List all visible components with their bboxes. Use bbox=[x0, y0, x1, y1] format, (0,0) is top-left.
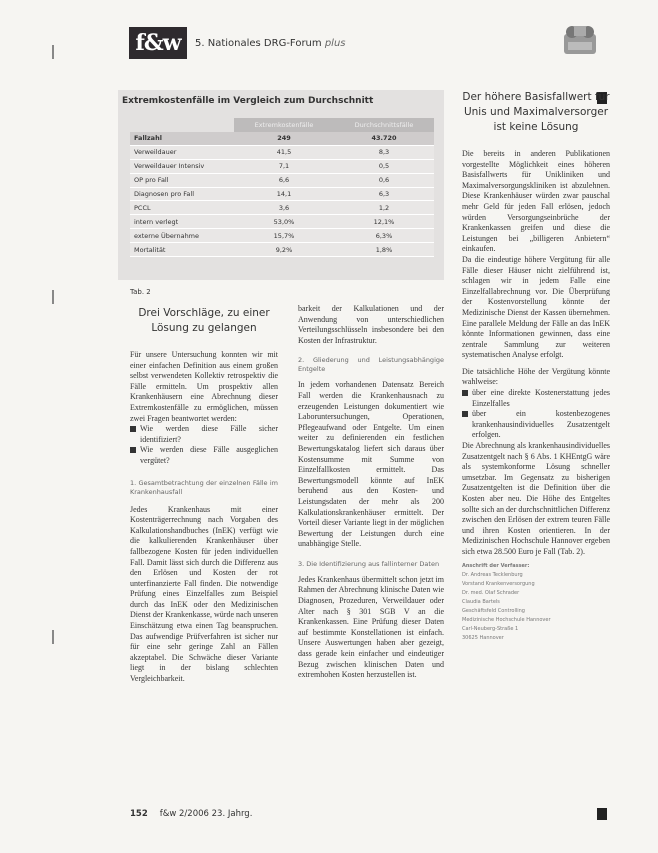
table-row bbox=[130, 145, 434, 159]
row-label: Verweildauer Intensiv bbox=[130, 159, 234, 173]
table-row bbox=[130, 229, 434, 243]
bullet-square-icon bbox=[130, 447, 136, 453]
table-corner bbox=[130, 118, 234, 132]
column-2 bbox=[298, 304, 444, 681]
author-line: Vorstand Krankenversorgung bbox=[462, 580, 535, 587]
table-row bbox=[130, 173, 434, 187]
table-cell: 3,6 bbox=[234, 201, 334, 215]
table-cell: 1,2 bbox=[334, 201, 434, 215]
header-title: 5. Nationales DRG-Forum bbox=[195, 38, 322, 49]
table-cell: 9,2% bbox=[234, 243, 334, 257]
journal-logo: f&w bbox=[129, 27, 187, 59]
authors-title: Anschrift der Verfasser: bbox=[462, 562, 530, 569]
table-row bbox=[130, 215, 434, 229]
column-3 bbox=[462, 90, 610, 643]
paragraph: In jedem vorhandenen Datensatz Bereich Fall werden die Krankenhausnach zu erzeugenden Leistungen dokumentiert wie Laboruntersuchungen, Operationen, Pflegeaufwand oder Entgelte. Um einen weiter zu definierenden ein festlichen Bewertungskatalog liefert sich daraus über Kostensumme mit Summe von Einzelfallkosten ermittelt. Das Bewertungsmodell könnte auf InEK beruhend aus den Kosten- und Leistungsdaten der mehr als 200 Kalkulationskrankenhäuser ermittelt. Der Vorteil dieser Variante liegt in der möglichen Bewertung der Leistungen durch eine unabhängige Stelle. bbox=[298, 380, 444, 549]
crest-icon bbox=[560, 20, 600, 60]
row-label: PCCL bbox=[130, 201, 234, 215]
punch-hole bbox=[52, 630, 54, 644]
table-cell: 249 bbox=[234, 132, 334, 145]
subheading: 2. Gliederung und Leistungsabhängige Entgelte bbox=[298, 356, 444, 374]
paragraph: Da die eindeutige höhere Vergütung für alle Fälle dieser Häuser nicht zielführend ist, schlagen wir in jedem Falle eine Einzelfallabrechnung vor. Die Überprüfung der Kostenvorstellung könnte der Medizinische Dienst der Kassen übernehmen. Eine parallele Meldung der Fälle an das InEK könnte Informationen gewinnen, dass eine zentrale Sammlung zur weiteren systematischen Analyse erfolgt. bbox=[462, 254, 610, 360]
table-cell: 12,1% bbox=[334, 215, 434, 229]
authors-list bbox=[462, 571, 610, 643]
subheading: 3. Die Identifizierung aus fallinterner Daten bbox=[298, 559, 440, 568]
paragraph: Jedes Krankenhaus mit einer Kostenträgerrechnung nach Vorgaben des Kalkulationshandbuches (InEK) verfügt wie die kalkulierenden Krankenhäuser über fallbezogene Kosten für jeden individuellen Fall. Damit lässt sich durch die Differenz aus den Erlösen und Kosten der rot unterfinanzierte Fall finden. Die notwendige Prüfung eines Einzelfalles zum Beispiel durch das InEK oder den Medizinischen Dienst der Krankenkasse, würde nach unseren Einschätzung etwa einen Tag beanspruchen. Das aufwendige Prüfverfahren ist sicher nur für eine sehr geringe Zahl an Fällen akzeptabel. Die Schwäche dieser Variante liegt in der bislang schlechten Vergleichbarkeit. bbox=[130, 504, 278, 684]
table-row bbox=[130, 243, 434, 257]
page-number: 152 bbox=[130, 809, 148, 819]
bullet-item bbox=[462, 388, 610, 409]
row-label: Verweildauer bbox=[130, 145, 234, 159]
issue-info: f&w 2/2006 23. Jahrg. bbox=[159, 809, 253, 819]
table-cell: 6,3% bbox=[334, 229, 434, 243]
bullet-text: Wie werden diese Fälle ausgeglichen vergütet? bbox=[140, 445, 278, 465]
table-cell: 8,3 bbox=[334, 145, 434, 159]
column-header: Durchschnittsfälle bbox=[334, 118, 434, 132]
paragraph: Die bereits in anderen Publikationen vorgestellte Möglichkeit eines höheren Basisfallwerts für Unikliniken und Maximalversorgungskliniken ist abzulehnen. Diese Krankenhäuser würden zwar pauschal mehr Geld für jeden Fall erlösen, jedoch würden Versorgungseinbrüche der Krankenkassen greifen und diese die Leistungen bei „billigeren Anbietern“ einkaufen. bbox=[462, 149, 610, 254]
table-cell: 43.720 bbox=[334, 132, 434, 145]
page-footer bbox=[130, 809, 252, 819]
author-line: Claudia Bartels bbox=[462, 598, 500, 605]
bullet-text: über eine direkte Kostenerstattung jedes Einzelfalles bbox=[472, 388, 610, 408]
subheading: 1. Gesamtbetrachtung der einzelnen Fälle im Krankenhausfall bbox=[130, 478, 278, 496]
bullet-square-icon bbox=[462, 390, 468, 396]
bullet-square-icon bbox=[462, 411, 468, 417]
table-row bbox=[130, 187, 434, 201]
column-header: Extremkostenfälle bbox=[234, 118, 334, 132]
section-heading: Der höhere Basisfallwert für Unis und Maximalversorger ist keine Lösung bbox=[462, 91, 610, 133]
table-cell: 0,5 bbox=[334, 159, 434, 173]
author-line: Geschäftsfeld Controlling bbox=[462, 607, 525, 614]
table-cell: 1,8% bbox=[334, 243, 434, 257]
row-label: Mortalität bbox=[130, 243, 234, 257]
author-line: Medizinische Hochschule Hannover bbox=[462, 616, 551, 623]
row-label: OP pro Fall bbox=[130, 173, 234, 187]
bullet-item bbox=[130, 424, 278, 445]
table-title: Extremkostenfälle im Vergleich zum Durchschnitt bbox=[122, 96, 374, 106]
table-cell: 6,3 bbox=[334, 187, 434, 201]
running-header bbox=[195, 38, 346, 49]
column-1 bbox=[130, 306, 278, 685]
paragraph: Die tatsächliche Höhe der Vergütung könnte wahlweise: bbox=[462, 366, 610, 387]
author-line: Dr. Andreas Tecklenburg bbox=[462, 571, 523, 578]
punch-hole bbox=[52, 45, 54, 59]
bullet-item bbox=[130, 445, 278, 466]
bullet-text: über ein kostenbezogenes krankenhausindividuelles Zusatzentgelt erfolgen. bbox=[472, 409, 610, 440]
row-label: Diagnosen pro Fall bbox=[130, 187, 234, 201]
paragraph: Die Abrechnung als krankenhausindividuelles Zusatzentgelt nach § 6 Abs. 1 KHEntgG wäre als systemkonforme Lösung schneller umsetzbar. Im Gegensatz zu bisherigen Zusatzentgelten ist die Definition über die Kosten aber neu. Die Höhe des Entgeltes sollte sich an der durchschnittlichen Differenz zwischen den Erlösen der extrem teuren Fälle und ihren Kosten orientieren. In der Medizinischen Hochschule Hannover ergeben sich etwa 28.500 Euro je Fall (Tab. 2). bbox=[462, 441, 610, 556]
margin-marker bbox=[597, 808, 607, 820]
author-line: Dr. med. Olaf Schrader bbox=[462, 589, 520, 596]
table-row bbox=[130, 201, 434, 215]
bullet-item bbox=[462, 409, 610, 441]
table-cell: 14,1 bbox=[234, 187, 334, 201]
table-cell: 7,1 bbox=[234, 159, 334, 173]
punch-hole bbox=[52, 290, 54, 304]
table-row bbox=[130, 132, 434, 145]
header-plus: plus bbox=[324, 38, 346, 49]
paragraph: Für unsere Untersuchung konnten wir mit einer einfachen Definition aus einem großen selbst verwendeten Kollektiv retrospektiv die Fälle ermitteln. Um prospektiv allen Krankenhäusern eine Abrechnung dieser Extremkostenfälle zu ermöglichen, müssen zwei Fragen beantwortet werden: bbox=[130, 350, 278, 423]
row-label: externe Übernahme bbox=[130, 229, 234, 243]
bullet-text: Wie werden diese Fälle sicher identifiziert? bbox=[140, 424, 278, 444]
table-row bbox=[130, 159, 434, 173]
paragraph: Jedes Krankenhaus übermittelt schon jetzt im Rahmen der Abrechnung klinische Daten wie Diagnosen, Prozeduren, Verweildauer oder Alter nach § 301 SGB V an die Krankenkassen. Eine Prüfung dieser Daten auf bestimmte Konstellationen ist einfach. Unsere Auswertungen haben aber gezeigt, dass gerade kein einfacher und eindeutiger Bezug zwischen klinischen Daten und extremhohen Kosten herzustellen ist. bbox=[298, 574, 444, 680]
author-line: Carl-Neuberg-Straße 1 bbox=[462, 625, 519, 632]
table-caption: Tab. 2 bbox=[130, 288, 151, 296]
paragraph: barkeit der Kalkulationen und der Anwendung von unterschiedlichen Verteilungsschlüsseln insbesondere bei den Kosten der Infrastruktur. bbox=[298, 304, 444, 345]
author-line: 30625 Hannover bbox=[462, 634, 504, 641]
extreme-cost-table bbox=[130, 118, 434, 257]
section-heading: Drei Vorschläge, zu einer Lösung zu gelangen bbox=[138, 307, 270, 334]
table-cell: 53,0% bbox=[234, 215, 334, 229]
table-cell: 6,6 bbox=[234, 173, 334, 187]
bullet-square-icon bbox=[130, 426, 136, 432]
table-cell: 0,6 bbox=[334, 173, 434, 187]
table-cell: 41,5 bbox=[234, 145, 334, 159]
row-label: Fallzahl bbox=[130, 132, 234, 145]
row-label: intern verlegt bbox=[130, 215, 234, 229]
table-cell: 15,7% bbox=[234, 229, 334, 243]
